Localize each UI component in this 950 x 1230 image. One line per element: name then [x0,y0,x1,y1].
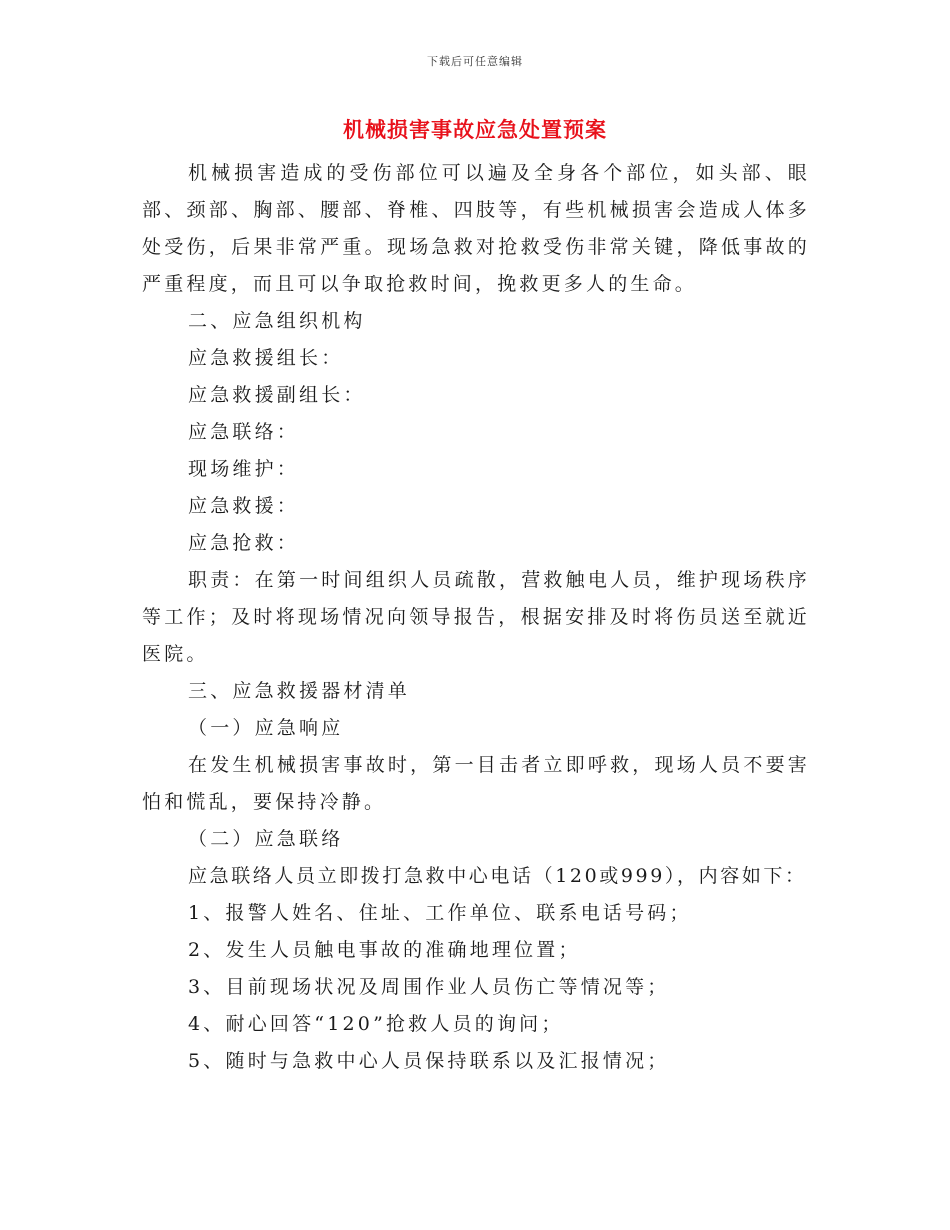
intro-paragraph: 机械损害造成的受伤部位可以遍及全身各个部位，如头部、眼部、颈部、胸部、腰部、脊椎、四肢等，有些机械损害会造成人体多处受伤，后果非常严重。现场急救对抢救受伤非常关键，降低事故的严重程度，而且可以争取抢救时间，挽救更多人的生命。 [142,162,810,295]
list-item: 4、耐心回答“120”抢救人员的询问； [188,1013,564,1035]
role-liaison: 应急联络： [188,421,300,443]
header-note: 下载后可任意编辑 [427,55,523,68]
section-heading-organization: 二、应急组织机构 [188,310,366,332]
list-item: 1、报警人姓名、住址、工作单位、联系电话号码； [188,902,692,924]
subsection-heading-response: （一）应急响应 [188,717,344,739]
subsection-heading-contact: （二）应急联络 [188,828,344,850]
list-item: 2、发生人员触电事故的准确地理位置； [188,939,581,961]
section-heading-equipment: 三、应急救援器材清单 [188,680,411,702]
role-rescue-leader: 应急救援组长： [188,347,344,369]
responsibilities-paragraph: 职责：在第一时间组织人员疏散，营救触电人员，维护现场秩序等工作；及时将现场情况向领导报告，根据安排及时将伤员送至就近医院。 [142,569,810,665]
list-item: 3、目前现场状况及周围作业人员伤亡等情况等； [188,976,670,998]
document-title: 机械损害事故应急处置预案 [343,117,607,142]
role-first-aid: 应急抢救： [188,532,300,554]
list-item: 5、随时与急救中心人员保持联系以及汇报情况； [188,1050,670,1072]
document-body [142,155,810,1080]
response-paragraph: 在发生机械损害事故时，第一目击者立即呼救，现场人员不要害怕和慌乱，要保持冷静。 [142,754,810,813]
role-deputy-leader: 应急救援副组长： [188,384,366,406]
contact-paragraph: 应急联络人员立即拨打急救中心电话（120或999），内容如下： [188,865,807,887]
role-rescue: 应急救援： [188,495,300,517]
role-site-maintenance: 现场维护： [188,458,300,480]
